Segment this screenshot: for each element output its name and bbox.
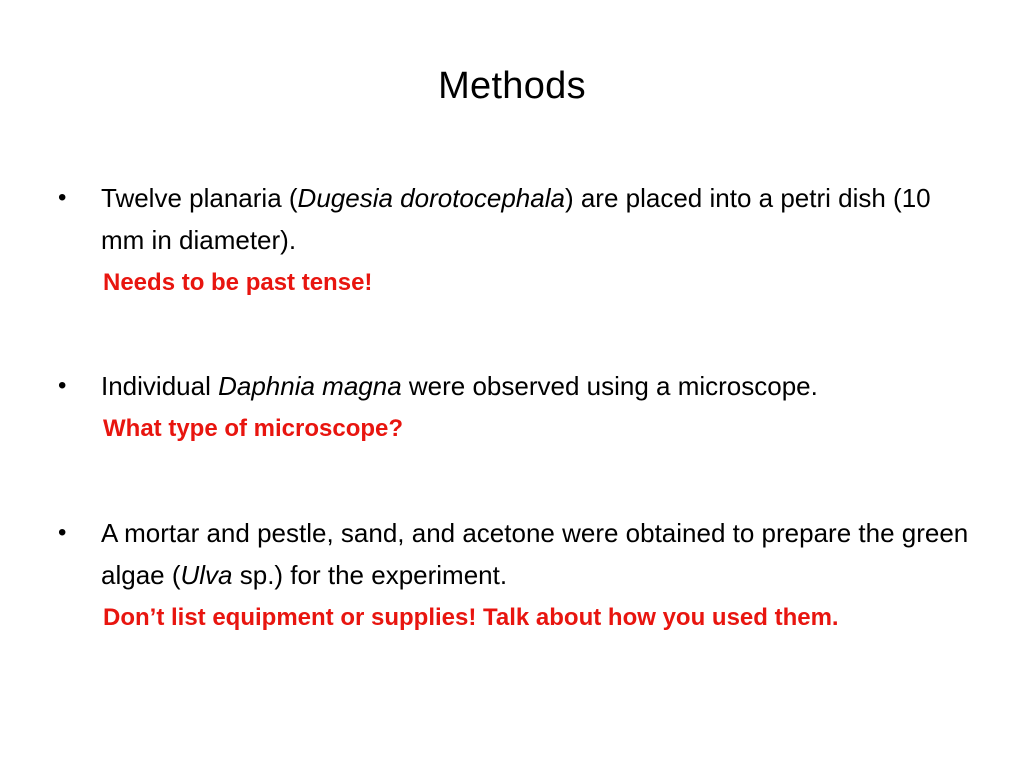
bullet-text-post: sp.) for the experiment. bbox=[232, 560, 508, 590]
feedback-note: What type of microscope? bbox=[103, 415, 404, 442]
bullet-text-pre: A mortar and pestle, sand, and acetone were obtained to prepare the green algae ( bbox=[101, 518, 969, 590]
bullet-text-pre: Individual bbox=[101, 371, 219, 401]
bullet-text bbox=[101, 365, 978, 407]
species-name: Ulva bbox=[180, 560, 233, 590]
slide-title: Methods bbox=[438, 65, 586, 107]
bullet-text-pre: Twelve planaria ( bbox=[101, 183, 298, 213]
bullet-text-post: were observed using a microscope. bbox=[401, 371, 818, 401]
bullet-item-planaria bbox=[58, 177, 978, 304]
bullet-item-algae bbox=[58, 512, 978, 639]
bullet-dot: • bbox=[58, 184, 67, 211]
bullet-text bbox=[101, 512, 978, 596]
bullet-dot: • bbox=[58, 372, 67, 399]
bullet-text-post: ) are placed into a petri dish (10 mm in diameter). bbox=[101, 183, 931, 255]
bullet-item-daphnia bbox=[58, 365, 978, 450]
bullet-text bbox=[101, 177, 978, 261]
species-name: Dugesia dorotocephala bbox=[297, 183, 565, 213]
feedback-note: Needs to be past tense! bbox=[103, 269, 373, 296]
species-name: Daphnia magna bbox=[218, 371, 402, 401]
feedback-note: Don’t list equipment or supplies! Talk about how you used them. bbox=[103, 604, 839, 631]
bullet-dot: • bbox=[58, 519, 67, 546]
